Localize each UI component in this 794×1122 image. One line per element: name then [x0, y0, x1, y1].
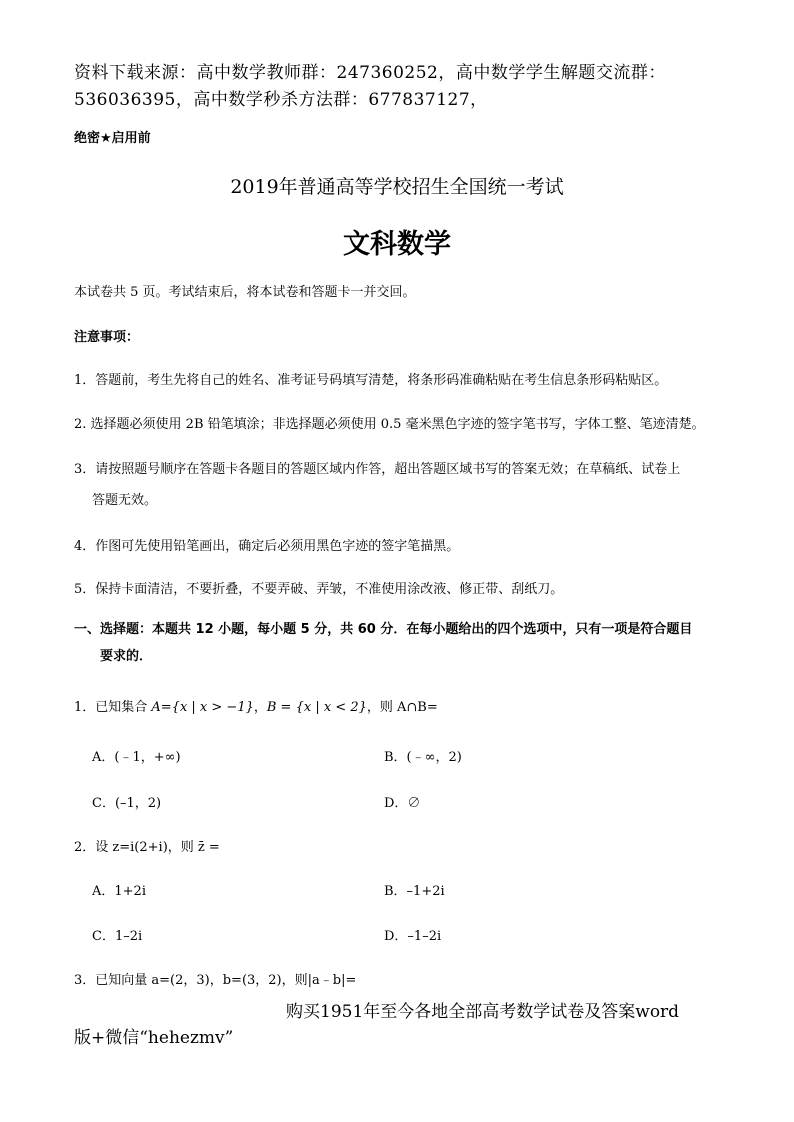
- source-header-line-2: 536036395，高中数学秒杀方法群：677837127，: [74, 90, 488, 110]
- intro-text: 本试卷共 5 页。考试结束后，将本试卷和答题卡一并交回。: [74, 285, 416, 300]
- notice-item-5: 5．保持卡面清洁，不要折叠，不要弄破、弄皱，不准使用涂改液、修正带、刮纸刀。: [74, 582, 564, 597]
- source-header-line-1: 资料下载来源：高中数学教师群：247360252，高中数学学生解题交流群：: [74, 63, 666, 83]
- q2-option-a: A．1+2i: [92, 884, 146, 899]
- q2-option-d: D．–1–2i: [384, 929, 442, 944]
- question-1: [74, 696, 438, 715]
- q2-option-b: B．–1+2i: [384, 884, 445, 899]
- footer-ad-line-2: 版+微信“hehezmv”: [74, 1028, 234, 1048]
- q1-suffix: ，则 A∩B=: [366, 700, 438, 715]
- q1-prefix: 1．已知集合: [74, 700, 152, 715]
- exam-title: 2019年普通高等学校招生全国统一考试: [230, 176, 564, 198]
- footer-ad-line-1: 购买1951年至今各地全部高考数学试卷及答案word: [286, 1002, 680, 1022]
- notice-item-2: 2. 选择题必须使用 2B 铅笔填涂；非选择题必须使用 0.5 毫米黑色字迹的签字笔书写，字体工整、笔迹清楚。: [74, 417, 705, 432]
- q2-option-c: C．1–2i: [92, 929, 143, 944]
- q1-option-c: C．(–1，2): [92, 796, 162, 811]
- subject-title: 文科数学: [343, 229, 451, 260]
- section1-heading: 一、选择题：本题共 12 小题，每小题 5 分，共 60 分．在每小题给出的四个选项中，只有一项是符合题目: [74, 622, 693, 637]
- q1-set-b: B = {x | x < 2}: [266, 700, 367, 715]
- notice-heading: 注意事项：: [74, 330, 140, 345]
- notice-item-4: 4．作图可先使用铅笔画出，确定后必须用黑色字迹的签字笔描黑。: [74, 539, 460, 554]
- q1-option-d: D．∅: [384, 796, 421, 811]
- q1-option-b: B．(﹣∞，2): [384, 750, 462, 765]
- q1-comma: ，: [253, 700, 267, 715]
- question-3: 3．已知向量 a=(2，3)，b=(3，2)，则|a﹣b|=: [74, 973, 357, 988]
- notice-item-1: 1．答题前，考生先将自己的姓名、准考证号码填写清楚，将条形码准确粘贴在考生信息条形码粘贴区。: [74, 373, 668, 388]
- q1-set-a: A={x | x > −1}: [151, 700, 254, 715]
- notice-item-3: 3．请按照题号顺序在答题卡各题目的答题区域内作答，超出答题区域书写的答案无效；在草稿纸、试卷上: [74, 462, 681, 477]
- q1-option-a: A．(﹣1，+∞): [92, 750, 181, 765]
- notice-item-3-cont: 答题无效。: [92, 493, 158, 508]
- secret-label: 绝密★启用前: [74, 131, 151, 146]
- question-2: 2．设 z=i(2+i)，则 z̄ =: [74, 840, 220, 855]
- section1-heading-cont: 要求的．: [100, 649, 153, 664]
